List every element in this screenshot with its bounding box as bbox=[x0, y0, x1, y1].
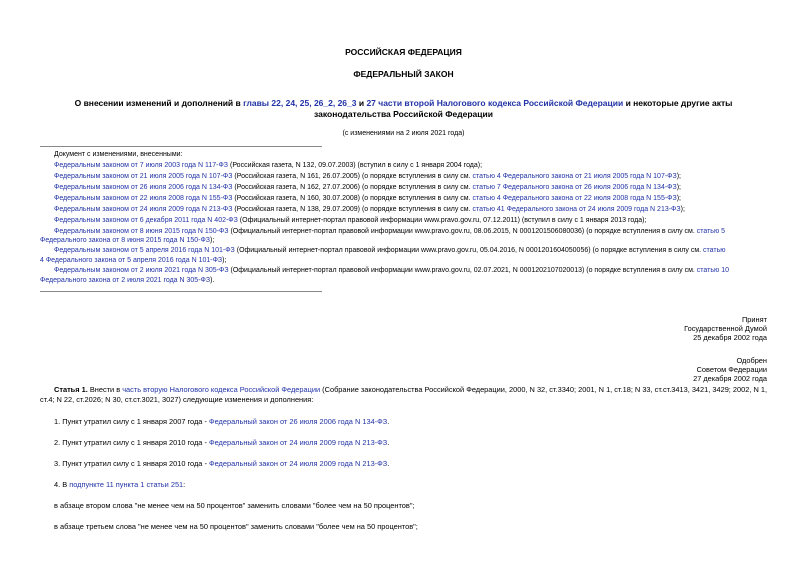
change-law-link[interactable]: Федеральным законом от 7 июля 2003 года N 117-ФЗ bbox=[54, 162, 229, 169]
change-item-continued bbox=[40, 256, 226, 265]
point-article-link[interactable]: подпункте 11 пункта 1 статьи 251 bbox=[69, 480, 184, 489]
law-type-heading: ФЕДЕРАЛЬНЫЙ ЗАКОН bbox=[353, 69, 454, 79]
change-law-link[interactable]: Федеральным законом от 22 июля 2008 года N 155-ФЗ bbox=[54, 195, 233, 202]
change-text-end: ); bbox=[222, 257, 227, 264]
accepted-date: 25 декабря 2002 года bbox=[693, 333, 767, 342]
change-law-link[interactable]: Федеральным законом от 21 июля 2005 года N 107-ФЗ bbox=[54, 173, 233, 180]
change-article-link[interactable]: статью 4 Федерального закона от 21 июля 2005 года N 107-ФЗ bbox=[472, 173, 677, 180]
article-1-line2: ст.4; N 22, ст.2026; N 30, ст.ст.3021, 3027) следующие изменения и дополнения: bbox=[40, 395, 314, 404]
article-label: Статья 1. bbox=[54, 385, 88, 394]
point-end: . bbox=[387, 459, 390, 468]
change-text: (Официальный интернет-портал правовой информации www.pravo.gov.ru, 02.07.2021, N 0001202107020013) (о порядке вступления в силу см. bbox=[228, 267, 697, 274]
point-text: 1. Пункт утратил силу с 1 января 2007 года - bbox=[54, 417, 209, 426]
accepted-block bbox=[684, 315, 767, 342]
change-article-link-cont[interactable]: Федерального закона от 8 июня 2015 года N 150-ФЗ bbox=[40, 237, 211, 244]
change-text: (Официальный интернет-портал правовой информации www.pravo.gov.ru, 05.04.2016, N 0001201604050056) (о порядке вступления в силу см. bbox=[234, 247, 704, 254]
change-text-end: ); bbox=[676, 173, 681, 180]
change-article-link[interactable]: статью 4 Федерального закона от 22 июля 2008 года N 155-ФЗ bbox=[472, 195, 677, 202]
change-article-link[interactable]: статью 5 bbox=[696, 228, 726, 235]
point-text: 3. Пункт утратил силу с 1 января 2010 года - bbox=[54, 459, 209, 468]
accepted-line: Государственной Думой bbox=[684, 324, 767, 333]
amendment-paragraph: в абзаце третьем слова "не менее чем на 50 процентов" заменить словами "более чем на 50 процентов"; bbox=[54, 522, 418, 531]
change-item-continued bbox=[40, 236, 214, 245]
approved-date: 27 декабря 2002 года bbox=[693, 374, 767, 383]
change-item bbox=[54, 194, 681, 203]
change-text-end: ); bbox=[210, 237, 215, 244]
tax-code-part2-link[interactable]: часть вторую Налогового кодекса Российской Федерации bbox=[122, 385, 321, 394]
point-law-link[interactable]: Федеральный закон от 26 июля 2006 года N 134-ФЗ bbox=[208, 417, 388, 426]
amendment-paragraph: в абзаце втором слова "не менее чем на 50 процентов" заменить словами "более чем на 50 процентов"; bbox=[54, 501, 415, 510]
point-item bbox=[54, 417, 389, 426]
title-text-3: и некоторые другие акты bbox=[623, 98, 733, 108]
approved-line: Советом Федерации bbox=[696, 365, 767, 374]
change-item bbox=[54, 172, 681, 181]
change-text-end: ); bbox=[676, 195, 681, 202]
change-article-link[interactable]: статью bbox=[703, 247, 726, 254]
change-text: (Российская газета, N 138, 29.07.2009) (о порядке вступления в силу см. bbox=[232, 206, 473, 213]
document-title-line2: законодательства Российской Федерации bbox=[314, 109, 493, 119]
point-law-link[interactable]: Федеральный закон от 24 июля 2009 года N 213-ФЗ bbox=[208, 459, 388, 468]
change-text-end: ); bbox=[676, 184, 681, 191]
change-item bbox=[54, 161, 482, 170]
point-item bbox=[54, 438, 389, 447]
point-end: . bbox=[387, 438, 390, 447]
change-law-link[interactable]: Федеральным законом от 26 июля 2006 года N 134-ФЗ bbox=[54, 184, 233, 191]
change-article-link[interactable]: статью 41 Федерального закона от 24 июля 2009 года N 213-ФЗ bbox=[472, 206, 681, 213]
point-text: 4. В bbox=[54, 480, 70, 489]
point-item bbox=[54, 480, 185, 489]
change-item-continued bbox=[40, 276, 214, 285]
change-text: (Российская газета, N 162, 27.07.2006) (о порядке вступления в силу см. bbox=[232, 184, 473, 191]
change-article-link-cont[interactable]: Федерального закона от 2 июля 2021 года N 305-ФЗ bbox=[40, 277, 211, 284]
change-law-link[interactable]: Федеральным законом от 8 июня 2015 года N 150-ФЗ bbox=[54, 228, 229, 235]
change-text: (Российская газета, N 160, 30.07.2008) (о порядке вступления в силу см. bbox=[232, 195, 473, 202]
change-article-link-cont[interactable]: 4 Федерального закона от 5 апреля 2016 года N 101-ФЗ bbox=[40, 257, 223, 264]
country-heading: РОССИЙСКАЯ ФЕДЕРАЦИЯ bbox=[345, 47, 462, 57]
change-item bbox=[54, 227, 725, 236]
title-text-1: О внесении изменений и дополнений в bbox=[74, 98, 244, 108]
change-item bbox=[54, 183, 681, 192]
article-text: Внести в bbox=[87, 385, 123, 394]
change-text: (Российская газета, N 132, 09.07.2003) (вступил в силу с 1 января 2004 года); bbox=[228, 162, 483, 169]
point-law-link[interactable]: Федеральный закон от 24 июля 2009 года N 213-ФЗ bbox=[208, 438, 388, 447]
change-text: (Официальный интернет-портал правовой информации www.pravo.gov.ru, 07.12.2011) (вступил в силу с 1 января 2013 года); bbox=[237, 217, 647, 224]
change-article-link[interactable]: статью 7 Федерального закона от 26 июля 2006 года N 134-ФЗ bbox=[472, 184, 677, 191]
approved-block bbox=[693, 356, 767, 383]
divider-top bbox=[40, 146, 322, 147]
article-1-paragraph bbox=[54, 385, 767, 394]
change-text: (Официальный интернет-портал правовой информации www.pravo.gov.ru, 08.06.2015, N 0001201506080036) (о порядке вступления в силу см. bbox=[228, 228, 697, 235]
change-item bbox=[54, 205, 685, 214]
accepted-line: Принят bbox=[741, 315, 767, 324]
title-link-chapters[interactable]: главы 22, 24, 25, 26_2, 26_3 bbox=[243, 98, 357, 108]
point-end: . bbox=[387, 417, 390, 426]
change-item bbox=[54, 246, 726, 255]
divider-bottom bbox=[40, 291, 322, 292]
change-article-link[interactable]: статью 10 bbox=[696, 267, 729, 274]
change-item bbox=[54, 216, 646, 225]
title-text-2: и bbox=[356, 98, 367, 108]
change-law-link[interactable]: Федеральным законом от 5 апреля 2016 года N 101-ФЗ bbox=[54, 247, 235, 254]
changes-heading: Документ с изменениями, внесенными: bbox=[54, 151, 183, 158]
point-end: : bbox=[183, 480, 186, 489]
document-title bbox=[0, 98, 807, 108]
change-law-link[interactable]: Федеральным законом от 6 декабря 2011 года N 402-ФЗ bbox=[54, 217, 238, 224]
point-text: 2. Пункт утратил силу с 1 января 2010 года - bbox=[54, 438, 209, 447]
approved-line: Одобрен bbox=[736, 356, 767, 365]
change-law-link[interactable]: Федеральным законом от 24 июля 2009 года N 213-ФЗ bbox=[54, 206, 233, 213]
article-text-cont: (Собрание законодательства Российской Федерации, 2000, N 32, ст.3340; 2001, N 1, ст.18; N 33, ст.ст.3413, 3421, 3429; 2002, N 1, bbox=[320, 385, 768, 394]
title-link-tax-code[interactable]: 27 части второй Налогового кодекса Российской Федерации bbox=[366, 98, 624, 108]
change-item bbox=[54, 266, 729, 275]
revision-note: (с изменениями на 2 июля 2021 года) bbox=[342, 130, 465, 137]
change-text: (Российская газета, N 161, 26.07.2005) (о порядке вступления в силу см. bbox=[232, 173, 473, 180]
change-text-end: ); bbox=[680, 206, 685, 213]
change-text-end: ). bbox=[210, 277, 215, 284]
point-item bbox=[54, 459, 389, 468]
change-law-link[interactable]: Федеральным законом от 2 июля 2021 года N 305-ФЗ bbox=[54, 267, 229, 274]
